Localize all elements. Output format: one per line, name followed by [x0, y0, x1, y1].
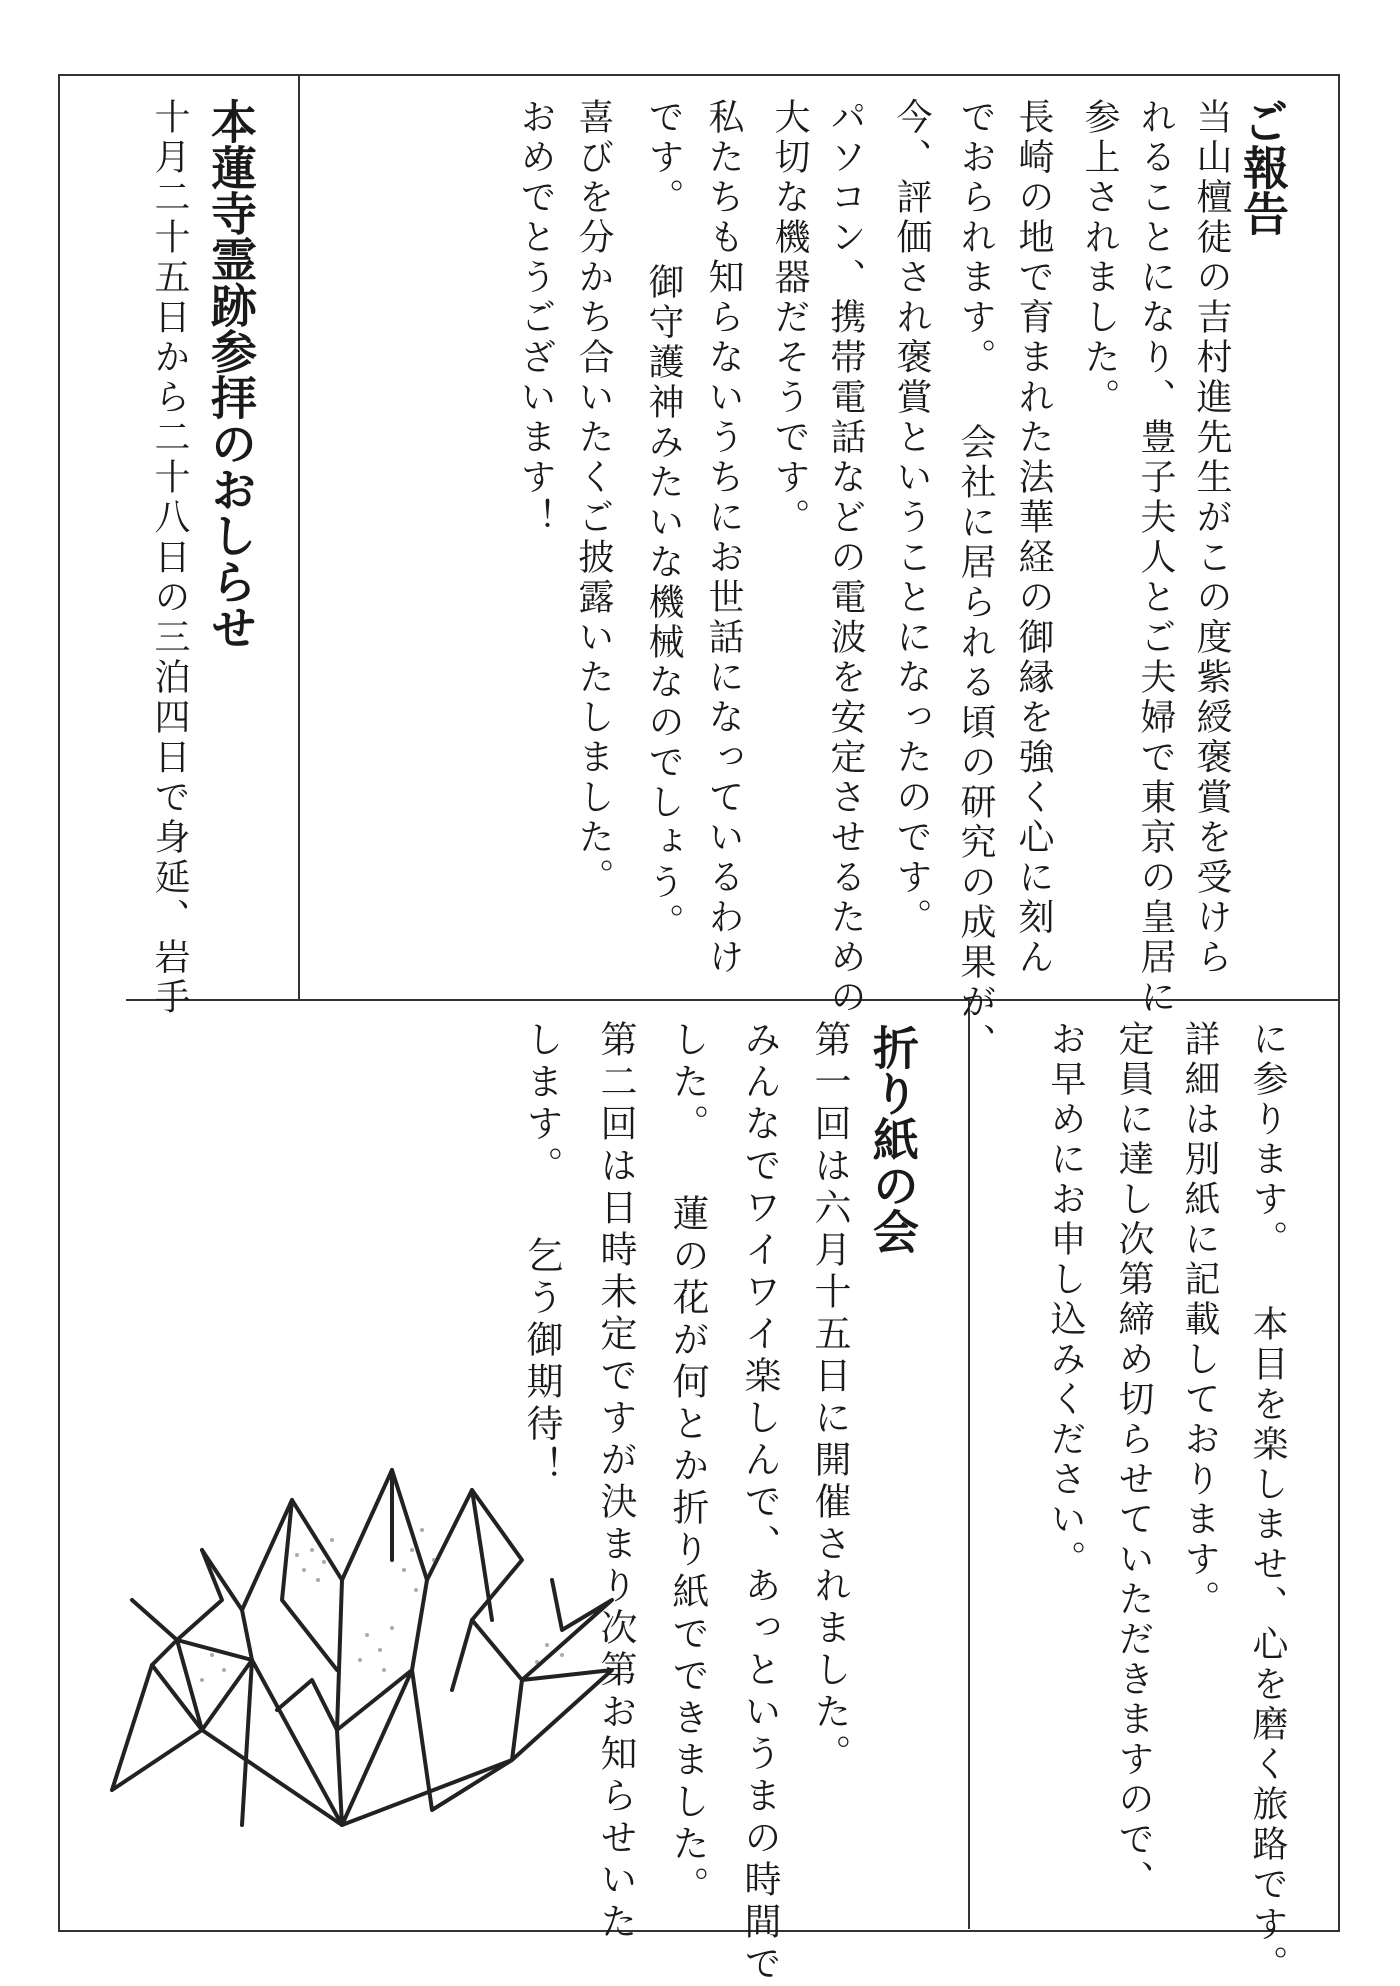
report-line: れることになり、豊子夫人とご夫婦で東京の皇居に: [1135, 98, 1176, 1018]
origami-line: みんなでワイワイ楽しんで、あっというまの時間で: [738, 1020, 781, 1986]
origami-title: 折り紙の会: [866, 1024, 920, 1254]
report-line: 喜びを分かち合いたくご披露いたしました。: [573, 98, 614, 898]
origami-line: 第一回は六月十五日に開催されました。: [808, 1020, 851, 1776]
report-title: ご報告: [1236, 98, 1290, 236]
pilgrimage-line: 十月二十五日から二十八日の三泊四日で身延、岩手: [149, 98, 190, 1018]
report-line: 長崎の地で育まれた法華経の御縁を強く心に刻ん: [1013, 98, 1054, 978]
pilgrimage-title: 本蓮寺霊跡参拝のおしらせ: [204, 98, 258, 650]
report-line: 今、評価され褒賞ということになったのです。: [891, 98, 932, 938]
report-line: です。 御守護神みたいな機械なのでしょう。: [643, 98, 684, 943]
bottom-column-divider: [968, 999, 970, 1929]
report-line: おめでとうございます！: [515, 98, 556, 538]
pilgrimage-line: に参ります。 本目を楽しませ、心を磨く旅路です。: [1247, 1020, 1288, 1985]
pilgrimage-line: お早めにお申し込みください。: [1045, 1020, 1086, 1580]
report-line: 当山檀徒の吉村進先生がこの度紫綬褒賞を受けら: [1191, 98, 1232, 978]
report-line: パソコン、携帯電話などの電波を安定させるための: [825, 98, 866, 1018]
origami-line: した。 蓮の花が何とか折り紙でできました。: [666, 1020, 709, 1908]
report-line: 私たちも知らないうちにお世話になっているわけ: [703, 98, 744, 978]
pilgrimage-line: 詳細は別紙に記載しております。: [1179, 1020, 1220, 1620]
origami-line: 第二回は日時未定ですが決まり次第お知らせいた: [594, 1020, 637, 1944]
origami-line: します。 乞う御期待！: [520, 1020, 563, 1488]
top-column-divider: [298, 74, 300, 1000]
report-line: 参上されました。: [1079, 98, 1120, 418]
report-line: でおられます。 会社に居られる頃の研究の成果が、: [955, 98, 996, 1063]
report-line: 大切な機器だそうです。: [769, 98, 810, 538]
pilgrimage-line: 定員に達し次第締め切らせていただきますので、: [1113, 1020, 1154, 1900]
origami-lotus-illustration: [92, 1430, 622, 1850]
